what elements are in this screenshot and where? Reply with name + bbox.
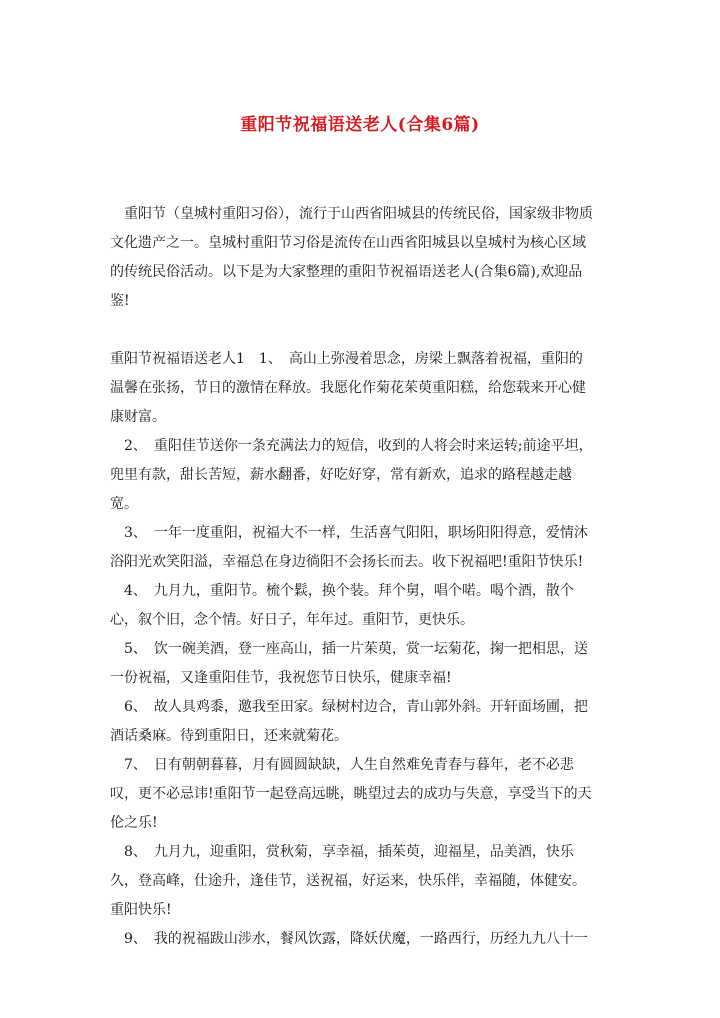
section-line: 一份祝福，又逢重阳佳节，我祝您节日快乐，健康幸福! [110, 670, 452, 686]
section-line: 7、 日有朝朝暮暮，月有圆圆缺缺，人生自然难免青春与暮年，老不必悲 [110, 757, 574, 773]
section-line: 5、 饮一碗美酒，登一座高山，插一片茱萸，赏一坛菊花，掬一把相思，送 [110, 641, 588, 657]
section-line: 叹，更不必忌讳!重阳节一起登高远眺，眺望过去的成功与失意，享受当下的天 [110, 786, 592, 802]
intro-line: 的传统民俗活动。以下是为大家整理的重阳节祝福语送老人(合集6篇),欢迎品 [110, 264, 583, 280]
section-line: 伦之乐! [110, 815, 158, 831]
intro-line: 文化遗产之一。皇城村重阳节习俗是流传在山西省阳城县以皇城村为核心区域 [110, 235, 586, 251]
section-line: 康财富。 [110, 409, 166, 425]
document-title: 重阳节祝福语送老人(合集6篇) [240, 115, 480, 135]
section-line: 久，登高峰，仕途升，逢佳节，送祝福，好运来，快乐伴，幸福随，体健安。 [110, 873, 586, 889]
section-line: 心，叙个旧，念个情。好日子，年年过。重阳节，更快乐。 [110, 612, 474, 628]
section-line: 兜里有款，甜长苦短，薪水翻番，好吃好穿，常有新欢，追求的路程越走越 [110, 467, 572, 483]
section-line: 酒话桑麻。待到重阳日，还来就菊花。 [110, 728, 348, 744]
section-line: 温馨在张扬，节日的激情在释放。我愿化作菊花茱萸重阳糕，给您载来开心健 [110, 380, 586, 396]
section-line: 重阳快乐! [110, 902, 172, 918]
section-line: 6、 故人具鸡黍，邀我至田家。绿树村边合，青山郭外斜。开轩面场圃，把 [110, 699, 588, 715]
section-line: 2、 重阳佳节送你一条充满法力的短信，收到的人将会时来运转;前途平坦， [110, 438, 593, 454]
paragraph-gap [110, 316, 610, 345]
intro-line: 重阳节（皇城村重阳习俗），流行于山西省阳城县的传统民俗，国家级非物质 [124, 206, 593, 222]
section-line: 浴阳光欢笑阳溢，幸福总在身边徜阳不会扬长而去。收下祝福吧!重阳节快乐! [110, 554, 584, 570]
section-line: 9、 我的祝福跋山涉水，餐风饮露，降妖伏魔，一路西行，历经九九八十一 [110, 931, 588, 947]
intro-line: 鉴! [110, 293, 130, 309]
section-line: 8、 九月九，迎重阳，赏秋菊，享幸福，插茱萸，迎福星，品美酒，快乐 [110, 844, 574, 860]
document-body [110, 200, 610, 954]
section-line: 3、 一年一度重阳，祝福大不一样，生活喜气阳阳，职场阳阳得意，爱情沐 [110, 525, 588, 541]
section-line: 4、 九月九，重阳节。梳个鬏，换个装。拜个舅，唱个喏。喝个酒，散个 [110, 583, 574, 599]
section-line: 宽。 [110, 496, 138, 512]
section-line: 重阳节祝福语送老人1 1、 高山上弥漫着思念，房梁上飘落着祝福，重阳的 [110, 351, 583, 367]
